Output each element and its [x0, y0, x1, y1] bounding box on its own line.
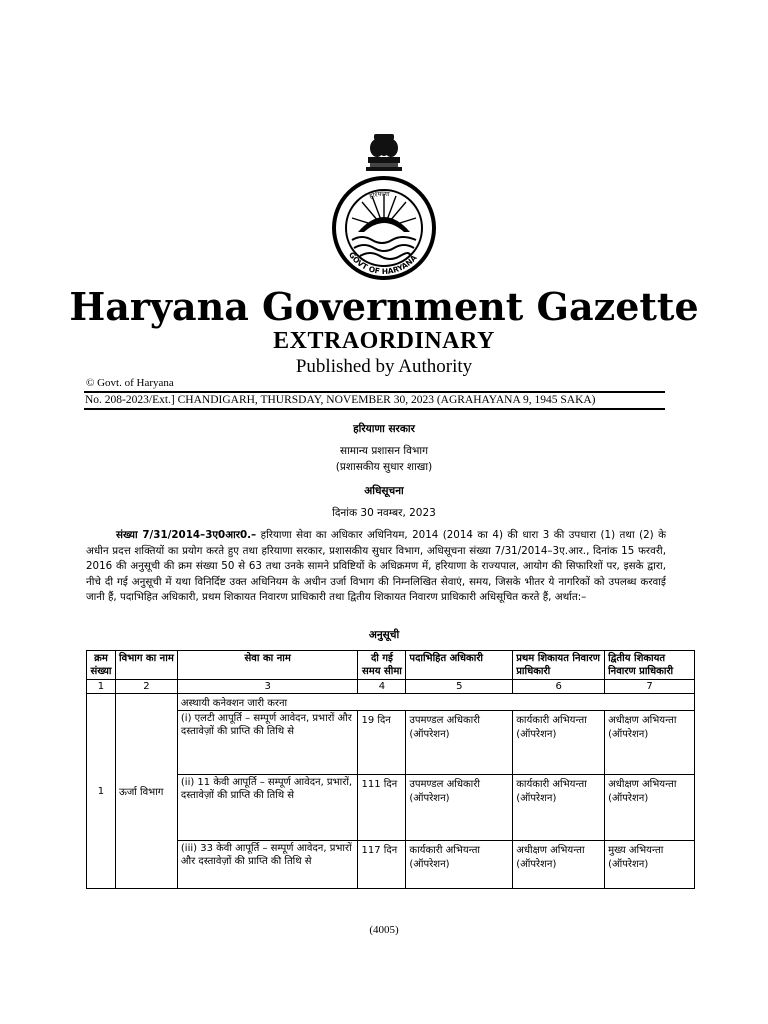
- government-heading: हरियाणा सरकार: [353, 423, 415, 435]
- table-row: [87, 694, 695, 711]
- state-emblem-seal: [328, 132, 440, 280]
- header-second-authority: द्वितीय शिकायत निवारण प्राधिकारी: [605, 651, 695, 680]
- header-first-authority: प्रथम शिकायत निवारण प्राधिकारी: [513, 651, 605, 680]
- col-number: 6: [513, 680, 605, 694]
- header-department: विभाग का नाम: [115, 651, 177, 680]
- serial-cell: 1: [87, 694, 116, 889]
- emblem-top-text: हरियाणा: [368, 189, 390, 201]
- second-authority-cell: अधीक्षण अभियन्ता (ऑपरेशन): [605, 711, 695, 775]
- service-group-cell: अस्थायी कनेक्शन जारी करना: [177, 694, 694, 711]
- copyright-notice: © Govt. of Haryana: [86, 377, 174, 389]
- table-row: [87, 711, 695, 775]
- issue-line: No. 208-2023/Ext.] CHANDIGARH, THURSDAY, NOVEMBER 30, 2023 (AGRAHAYANA 9, 1945 SAKA): [84, 391, 665, 410]
- gazette-title: Haryana Government Gazette: [69, 284, 699, 329]
- second-authority-cell: अधीक्षण अभियन्ता (ऑपरेशन): [605, 775, 695, 841]
- first-authority-cell: कार्यकारी अभियन्ता (ऑपरेशन): [513, 711, 605, 775]
- schedule-title: अनुसूची: [368, 629, 400, 641]
- notification-body: [86, 528, 666, 606]
- col-number: 3: [177, 680, 358, 694]
- designated-officer-cell: उपमण्डल अधिकारी (ऑपरेशन): [406, 711, 513, 775]
- col-number: 1: [87, 680, 116, 694]
- extraordinary-heading: EXTRAORDINARY: [273, 328, 495, 354]
- page-number: (4005): [369, 924, 399, 936]
- col-number: 7: [605, 680, 695, 694]
- notification-text: हरियाणा सेवा का अधिकार अधिनियम, 2014 (2014 का 4) की धारा 3 की उपधारा (1) तथा (2) के अधीन प्रदत्त शक्तियों का प्रयोग करते हुए तथा हरियाणा सरकार, प्रशासकीय सुधार विभाग, अधिसूचना संख्या 7/31/2014–3ए.आर., दिनांक 15 फरवरी, 2016 की अनुसूची की क्रम संख्या 50 से 63 तथा उनके सामने प्रविष्टियों के अधिक्रमण में, हरियाणा के राज्यपाल, आयोग की सिफारिशों पर, इसके द्वारा, नीचे दी गई अनुसूची में यथा विनिर्दिष्ट उक्त अधिनियम के अधीन उर्जा विभाग की निम्नलिखित सेवाएं, समय, जिसके भीतर ये नागरिकों को उपलब्ध करवाई जानी हैं, पदाभिहित अधिकारी, प्रथम शिकायत निवारण प्राधिकारी तथा द्वितीय शिकायत निवारण प्राधिकारी अधिसूचित करते हैं, अर्थात:–: [86, 529, 666, 604]
- time-limit-cell: 117 दिन: [358, 841, 406, 889]
- header-service: सेवा का नाम: [177, 651, 358, 680]
- first-authority-cell: अधीक्षण अभियन्ता (ऑपरेशन): [513, 841, 605, 889]
- notification-date: दिनांक 30 नवम्बर, 2023: [332, 507, 436, 519]
- header-time-limit: दी गई समय सीमा: [358, 651, 406, 680]
- header-serial: क्रम संख्या: [87, 651, 116, 680]
- reference-number: संख्या 7/31/2014–3ए0आर0.–: [116, 529, 257, 541]
- notification-heading: अधिसूचना: [364, 485, 404, 497]
- second-authority-cell: मुख्य अभियन्ता (ऑपरेशन): [605, 841, 695, 889]
- emblem-bottom-text: GOVT OF HARYANA: [346, 250, 419, 277]
- designated-officer-cell: कार्यकारी अभियन्ता (ऑपरेशन): [406, 841, 513, 889]
- published-by-authority: Published by Authority: [295, 356, 473, 377]
- schedule-table: [86, 650, 695, 889]
- col-number: 4: [358, 680, 406, 694]
- table-row: [87, 841, 695, 889]
- department-cell: ऊर्जा विभाग: [115, 694, 177, 889]
- first-authority-cell: कार्यकारी अभियन्ता (ऑपरेशन): [513, 775, 605, 841]
- header-designated-officer: पदाभिहित अधिकारी: [406, 651, 513, 680]
- service-cell: (ii) 11 केवी आपूर्ति – सम्पूर्ण आवेदन, प्रभारों, दस्तावेज़ों की प्राप्ति की तिथि से: [177, 775, 358, 841]
- designated-officer-cell: उपमण्डल अधिकारी (ऑपरेशन): [406, 775, 513, 841]
- col-number: 2: [115, 680, 177, 694]
- time-limit-cell: 111 दिन: [358, 775, 406, 841]
- table-header-row: [87, 651, 695, 680]
- time-limit-cell: 19 दिन: [358, 711, 406, 775]
- branch-name: (प्रशासकीय सुधार शाखा): [335, 461, 433, 473]
- column-number-row: [87, 680, 695, 694]
- service-cell: (i) एलटी आपूर्ति – सम्पूर्ण आवेदन, प्रभारों और दस्तावेज़ों की प्राप्ति की तिथि से: [177, 711, 358, 775]
- department-name: सामान्य प्रशासन विभाग: [339, 445, 428, 457]
- table-row: [87, 775, 695, 841]
- service-cell: (iii) 33 केवी आपूर्ति – सम्पूर्ण आवेदन, प्रभारों और दस्तावेज़ों की प्राप्ति की तिथि से: [177, 841, 358, 889]
- col-number: 5: [406, 680, 513, 694]
